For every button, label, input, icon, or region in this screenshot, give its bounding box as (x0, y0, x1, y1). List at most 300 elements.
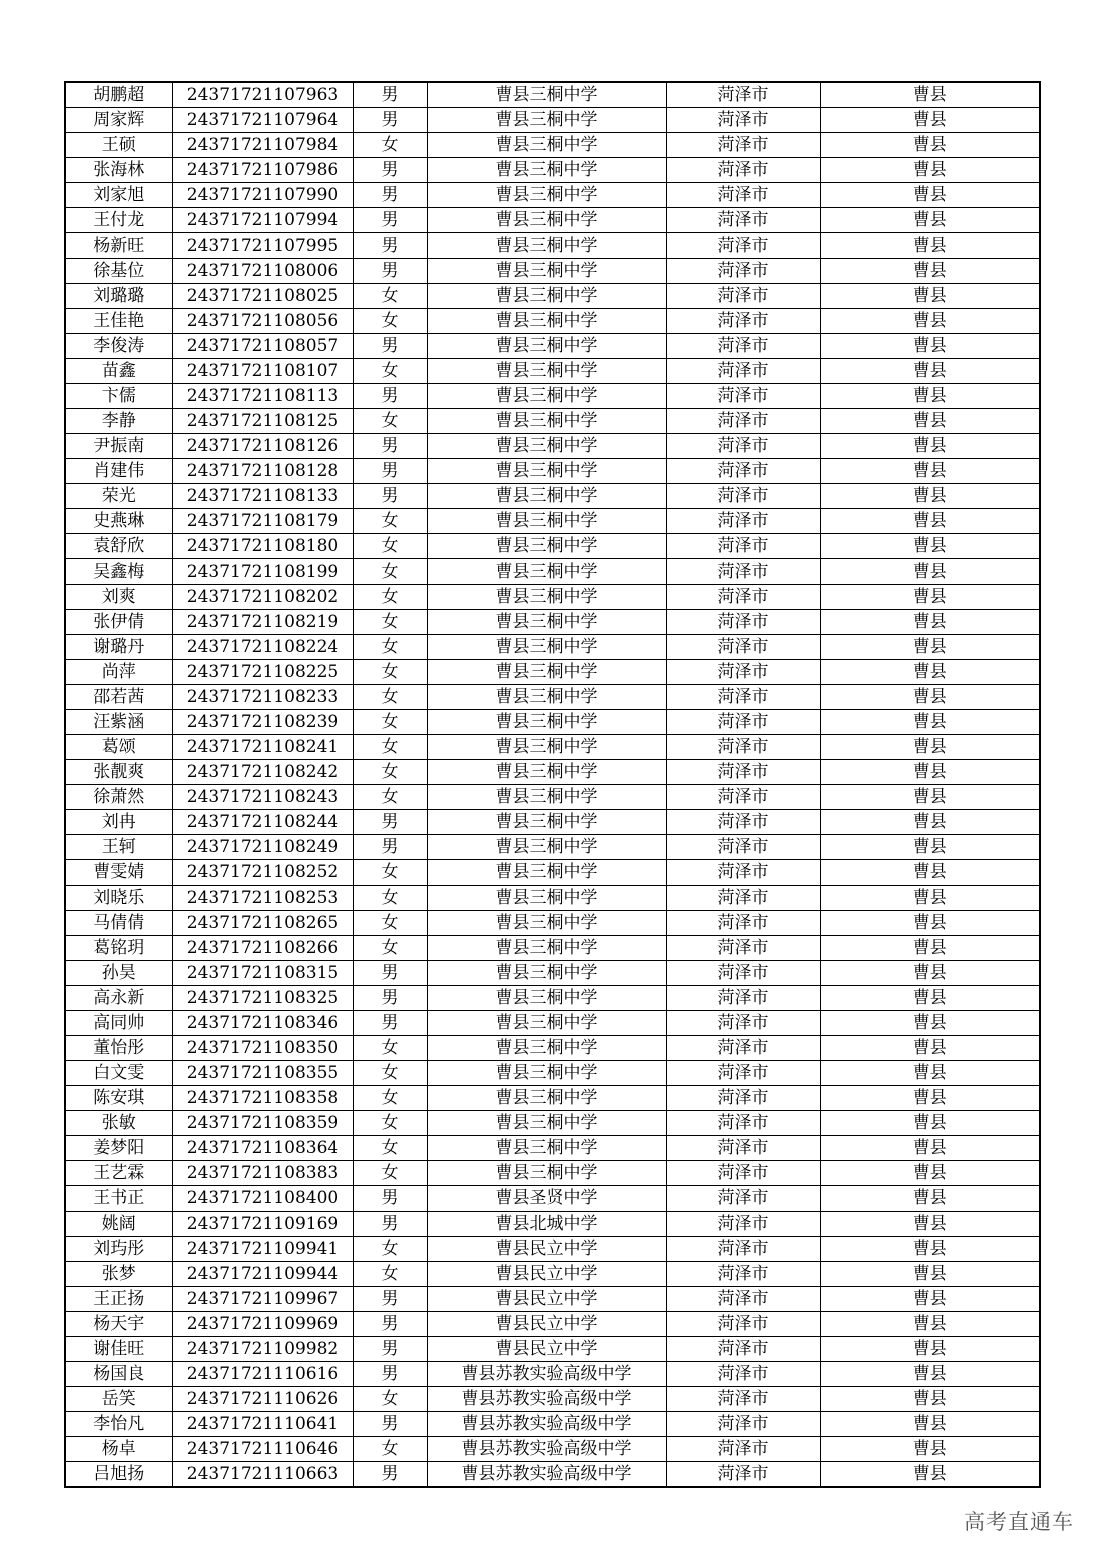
school-cell: 曹县三桐中学 (427, 534, 666, 559)
county-cell: 曹县 (820, 860, 1040, 885)
school-cell: 曹县三桐中学 (427, 760, 666, 785)
student-name-cell: 尚萍 (65, 659, 172, 684)
gender-cell: 女 (353, 1236, 427, 1261)
gender-cell: 女 (353, 684, 427, 709)
school-cell: 曹县三桐中学 (427, 1061, 666, 1086)
table-row (65, 760, 1040, 785)
county-cell: 曹县 (820, 308, 1040, 333)
student-name-cell: 杨天宇 (65, 1311, 172, 1336)
student-name-cell: 葛颂 (65, 735, 172, 760)
exam-number-cell: 24371721108244 (172, 810, 353, 835)
student-name-cell: 白文雯 (65, 1061, 172, 1086)
city-cell: 菏泽市 (666, 358, 820, 383)
gender-cell: 男 (353, 1412, 427, 1437)
exam-number-cell: 24371721108056 (172, 308, 353, 333)
table-row (65, 810, 1040, 835)
table-row (65, 584, 1040, 609)
table-row (65, 1286, 1040, 1311)
table-row (65, 659, 1040, 684)
gender-cell: 男 (353, 108, 427, 133)
exam-number-cell: 24371721109982 (172, 1336, 353, 1361)
student-name-cell: 董怡彤 (65, 1035, 172, 1060)
gender-cell: 女 (353, 860, 427, 885)
exam-number-cell: 24371721108199 (172, 559, 353, 584)
student-name-cell: 曹雯婧 (65, 860, 172, 885)
county-cell: 曹县 (820, 208, 1040, 233)
county-cell: 曹县 (820, 910, 1040, 935)
student-name-cell: 李怡凡 (65, 1412, 172, 1437)
gender-cell: 女 (353, 885, 427, 910)
county-cell: 曹县 (820, 985, 1040, 1010)
county-cell: 曹县 (820, 183, 1040, 208)
table-row (65, 82, 1040, 108)
school-cell: 曹县北城中学 (427, 1211, 666, 1236)
county-cell: 曹县 (820, 684, 1040, 709)
table-row (65, 1236, 1040, 1261)
city-cell: 菏泽市 (666, 659, 820, 684)
table-row (65, 634, 1040, 659)
exam-number-cell: 24371721108225 (172, 659, 353, 684)
school-cell: 曹县三桐中学 (427, 559, 666, 584)
county-cell: 曹县 (820, 609, 1040, 634)
city-cell: 菏泽市 (666, 108, 820, 133)
school-cell: 曹县三桐中学 (427, 684, 666, 709)
table-row (65, 1186, 1040, 1211)
county-cell: 曹县 (820, 233, 1040, 258)
student-roster-table (64, 81, 1041, 1488)
city-cell: 菏泽市 (666, 735, 820, 760)
city-cell: 菏泽市 (666, 885, 820, 910)
exam-number-cell: 24371721108179 (172, 509, 353, 534)
exam-number-cell: 24371721108266 (172, 935, 353, 960)
city-cell: 菏泽市 (666, 1261, 820, 1286)
table-row (65, 1010, 1040, 1035)
city-cell: 菏泽市 (666, 785, 820, 810)
exam-number-cell: 24371721108224 (172, 634, 353, 659)
city-cell: 菏泽市 (666, 835, 820, 860)
gender-cell: 男 (353, 1211, 427, 1236)
county-cell: 曹县 (820, 1035, 1040, 1060)
school-cell: 曹县三桐中学 (427, 960, 666, 985)
school-cell: 曹县三桐中学 (427, 133, 666, 158)
city-cell: 菏泽市 (666, 534, 820, 559)
gender-cell: 男 (353, 810, 427, 835)
table-row (65, 1412, 1040, 1437)
exam-number-cell: 24371721108125 (172, 409, 353, 434)
county-cell: 曹县 (820, 1336, 1040, 1361)
county-cell: 曹县 (820, 1211, 1040, 1236)
exam-number-cell: 24371721110663 (172, 1462, 353, 1488)
city-cell: 菏泽市 (666, 1361, 820, 1386)
city-cell: 菏泽市 (666, 1236, 820, 1261)
gender-cell: 男 (353, 233, 427, 258)
gender-cell: 女 (353, 133, 427, 158)
exam-number-cell: 24371721108346 (172, 1010, 353, 1035)
table-row (65, 609, 1040, 634)
county-cell: 曹县 (820, 108, 1040, 133)
city-cell: 菏泽市 (666, 810, 820, 835)
table-row (65, 158, 1040, 183)
student-name-cell: 刘爽 (65, 584, 172, 609)
student-name-cell: 李俊涛 (65, 333, 172, 358)
exam-number-cell: 24371721108133 (172, 484, 353, 509)
city-cell: 菏泽市 (666, 82, 820, 108)
table-row (65, 1462, 1040, 1488)
table-row (65, 1111, 1040, 1136)
gender-cell: 女 (353, 634, 427, 659)
table-row (65, 1361, 1040, 1386)
school-cell: 曹县三桐中学 (427, 735, 666, 760)
student-name-cell: 吴鑫梅 (65, 559, 172, 584)
city-cell: 菏泽市 (666, 684, 820, 709)
table-row (65, 684, 1040, 709)
exam-number-cell: 24371721108252 (172, 860, 353, 885)
exam-number-cell: 24371721110626 (172, 1387, 353, 1412)
table-row (65, 1211, 1040, 1236)
city-cell: 菏泽市 (666, 960, 820, 985)
gender-cell: 女 (353, 1035, 427, 1060)
city-cell: 菏泽市 (666, 484, 820, 509)
student-name-cell: 张梦 (65, 1261, 172, 1286)
student-name-cell: 王书正 (65, 1186, 172, 1211)
table-row (65, 133, 1040, 158)
gender-cell: 女 (353, 1437, 427, 1462)
roster-body (65, 82, 1040, 1487)
city-cell: 菏泽市 (666, 634, 820, 659)
county-cell: 曹县 (820, 1086, 1040, 1111)
gender-cell: 女 (353, 584, 427, 609)
city-cell: 菏泽市 (666, 383, 820, 408)
school-cell: 曹县民立中学 (427, 1236, 666, 1261)
student-name-cell: 尹振南 (65, 434, 172, 459)
county-cell: 曹县 (820, 484, 1040, 509)
school-cell: 曹县苏教实验高级中学 (427, 1361, 666, 1386)
county-cell: 曹县 (820, 760, 1040, 785)
county-cell: 曹县 (820, 358, 1040, 383)
student-name-cell: 王艺霖 (65, 1161, 172, 1186)
school-cell: 曹县苏教实验高级中学 (427, 1412, 666, 1437)
county-cell: 曹县 (820, 434, 1040, 459)
student-name-cell: 马倩倩 (65, 910, 172, 935)
gender-cell: 女 (353, 910, 427, 935)
county-cell: 曹县 (820, 584, 1040, 609)
county-cell: 曹县 (820, 534, 1040, 559)
school-cell: 曹县三桐中学 (427, 785, 666, 810)
gender-cell: 女 (353, 1161, 427, 1186)
gender-cell: 女 (353, 409, 427, 434)
exam-number-cell: 24371721108315 (172, 960, 353, 985)
gender-cell: 男 (353, 1311, 427, 1336)
city-cell: 菏泽市 (666, 509, 820, 534)
county-cell: 曹县 (820, 1236, 1040, 1261)
county-cell: 曹县 (820, 885, 1040, 910)
student-name-cell: 苗鑫 (65, 358, 172, 383)
gender-cell: 女 (353, 1086, 427, 1111)
city-cell: 菏泽市 (666, 1462, 820, 1488)
table-row (65, 383, 1040, 408)
exam-number-cell: 24371721109169 (172, 1211, 353, 1236)
student-name-cell: 葛铭玥 (65, 935, 172, 960)
table-row (65, 1311, 1040, 1336)
gender-cell: 男 (353, 183, 427, 208)
school-cell: 曹县圣贤中学 (427, 1186, 666, 1211)
student-name-cell: 刘晓乐 (65, 885, 172, 910)
gender-cell: 男 (353, 383, 427, 408)
school-cell: 曹县三桐中学 (427, 383, 666, 408)
school-cell: 曹县三桐中学 (427, 609, 666, 634)
city-cell: 菏泽市 (666, 1336, 820, 1361)
table-row (65, 1136, 1040, 1161)
exam-number-cell: 24371721108128 (172, 459, 353, 484)
school-cell: 曹县三桐中学 (427, 183, 666, 208)
gender-cell: 女 (353, 935, 427, 960)
school-cell: 曹县三桐中学 (427, 634, 666, 659)
table-row (65, 559, 1040, 584)
exam-number-cell: 24371721107994 (172, 208, 353, 233)
city-cell: 菏泽市 (666, 258, 820, 283)
exam-number-cell: 24371721109944 (172, 1261, 353, 1286)
school-cell: 曹县三桐中学 (427, 1086, 666, 1111)
county-cell: 曹县 (820, 709, 1040, 734)
table-row (65, 1387, 1040, 1412)
table-row (65, 960, 1040, 985)
table-row (65, 484, 1040, 509)
school-cell: 曹县民立中学 (427, 1311, 666, 1336)
county-cell: 曹县 (820, 509, 1040, 534)
table-row (65, 108, 1040, 133)
exam-number-cell: 24371721110616 (172, 1361, 353, 1386)
student-name-cell: 吕旭扬 (65, 1462, 172, 1488)
exam-number-cell: 24371721109969 (172, 1311, 353, 1336)
exam-number-cell: 24371721108239 (172, 709, 353, 734)
gender-cell: 女 (353, 509, 427, 534)
table-row (65, 1061, 1040, 1086)
school-cell: 曹县三桐中学 (427, 1136, 666, 1161)
student-name-cell: 王佳艳 (65, 308, 172, 333)
gender-cell: 男 (353, 1010, 427, 1035)
student-name-cell: 张靓爽 (65, 760, 172, 785)
school-cell: 曹县苏教实验高级中学 (427, 1387, 666, 1412)
city-cell: 菏泽市 (666, 1161, 820, 1186)
watermark-text: 高考直通车 (964, 1510, 1074, 1534)
table-row (65, 785, 1040, 810)
city-cell: 菏泽市 (666, 1387, 820, 1412)
table-row (65, 434, 1040, 459)
student-name-cell: 刘家旭 (65, 183, 172, 208)
city-cell: 菏泽市 (666, 1136, 820, 1161)
city-cell: 菏泽市 (666, 1111, 820, 1136)
county-cell: 曹县 (820, 258, 1040, 283)
city-cell: 菏泽市 (666, 709, 820, 734)
county-cell: 曹县 (820, 1010, 1040, 1035)
school-cell: 曹县三桐中学 (427, 208, 666, 233)
table-row (65, 534, 1040, 559)
county-cell: 曹县 (820, 1061, 1040, 1086)
exam-number-cell: 24371721108249 (172, 835, 353, 860)
exam-number-cell: 24371721109941 (172, 1236, 353, 1261)
table-row (65, 459, 1040, 484)
school-cell: 曹县三桐中学 (427, 1010, 666, 1035)
table-row (65, 709, 1040, 734)
table-row (65, 1086, 1040, 1111)
school-cell: 曹县民立中学 (427, 1261, 666, 1286)
school-cell: 曹县三桐中学 (427, 233, 666, 258)
gender-cell: 男 (353, 459, 427, 484)
table-row (65, 208, 1040, 233)
student-name-cell: 李静 (65, 409, 172, 434)
county-cell: 曹县 (820, 935, 1040, 960)
county-cell: 曹县 (820, 1136, 1040, 1161)
student-name-cell: 高永新 (65, 985, 172, 1010)
city-cell: 菏泽市 (666, 333, 820, 358)
gender-cell: 男 (353, 158, 427, 183)
student-name-cell: 刘玙彤 (65, 1236, 172, 1261)
gender-cell: 女 (353, 1061, 427, 1086)
school-cell: 曹县三桐中学 (427, 1035, 666, 1060)
gender-cell: 男 (353, 333, 427, 358)
school-cell: 曹县三桐中学 (427, 935, 666, 960)
table-row (65, 509, 1040, 534)
city-cell: 菏泽市 (666, 233, 820, 258)
city-cell: 菏泽市 (666, 1186, 820, 1211)
student-name-cell: 谢佳旺 (65, 1336, 172, 1361)
school-cell: 曹县三桐中学 (427, 459, 666, 484)
school-cell: 曹县三桐中学 (427, 434, 666, 459)
city-cell: 菏泽市 (666, 1035, 820, 1060)
table-row (65, 233, 1040, 258)
table-row (65, 1336, 1040, 1361)
table-row (65, 885, 1040, 910)
student-name-cell: 荣光 (65, 484, 172, 509)
school-cell: 曹县三桐中学 (427, 158, 666, 183)
student-name-cell: 杨卓 (65, 1437, 172, 1462)
city-cell: 菏泽市 (666, 158, 820, 183)
exam-number-cell: 24371721108358 (172, 1086, 353, 1111)
city-cell: 菏泽市 (666, 559, 820, 584)
student-name-cell: 王付龙 (65, 208, 172, 233)
exam-number-cell: 24371721109967 (172, 1286, 353, 1311)
table-row (65, 308, 1040, 333)
exam-number-cell: 24371721108400 (172, 1186, 353, 1211)
student-name-cell: 高同帅 (65, 1010, 172, 1035)
gender-cell: 女 (353, 308, 427, 333)
gender-cell: 女 (353, 534, 427, 559)
table-row (65, 1261, 1040, 1286)
county-cell: 曹县 (820, 158, 1040, 183)
student-name-cell: 杨新旺 (65, 233, 172, 258)
exam-number-cell: 24371721108241 (172, 735, 353, 760)
table-row (65, 860, 1040, 885)
gender-cell: 女 (353, 760, 427, 785)
county-cell: 曹县 (820, 1311, 1040, 1336)
student-name-cell: 杨国良 (65, 1361, 172, 1386)
exam-number-cell: 24371721108265 (172, 910, 353, 935)
student-name-cell: 孙昊 (65, 960, 172, 985)
county-cell: 曹县 (820, 1462, 1040, 1488)
school-cell: 曹县三桐中学 (427, 283, 666, 308)
gender-cell: 男 (353, 208, 427, 233)
county-cell: 曹县 (820, 785, 1040, 810)
gender-cell: 男 (353, 1186, 427, 1211)
student-name-cell: 姜梦阳 (65, 1136, 172, 1161)
school-cell: 曹县三桐中学 (427, 82, 666, 108)
table-row (65, 283, 1040, 308)
city-cell: 菏泽市 (666, 1286, 820, 1311)
table-row (65, 1035, 1040, 1060)
county-cell: 曹县 (820, 1412, 1040, 1437)
school-cell: 曹县三桐中学 (427, 1111, 666, 1136)
exam-number-cell: 24371721108025 (172, 283, 353, 308)
exam-number-cell: 24371721108364 (172, 1136, 353, 1161)
school-cell: 曹县三桐中学 (427, 484, 666, 509)
gender-cell: 女 (353, 559, 427, 584)
exam-number-cell: 24371721108233 (172, 684, 353, 709)
exam-number-cell: 24371721108219 (172, 609, 353, 634)
table-row (65, 910, 1040, 935)
county-cell: 曹县 (820, 133, 1040, 158)
county-cell: 曹县 (820, 82, 1040, 108)
student-name-cell: 周家辉 (65, 108, 172, 133)
school-cell: 曹县三桐中学 (427, 1161, 666, 1186)
exam-number-cell: 24371721108325 (172, 985, 353, 1010)
county-cell: 曹县 (820, 409, 1040, 434)
student-name-cell: 姚阔 (65, 1211, 172, 1236)
student-name-cell: 张伊倩 (65, 609, 172, 634)
gender-cell: 男 (353, 1336, 427, 1361)
exam-number-cell: 24371721108126 (172, 434, 353, 459)
student-name-cell: 徐萧然 (65, 785, 172, 810)
city-cell: 菏泽市 (666, 133, 820, 158)
gender-cell: 女 (353, 785, 427, 810)
school-cell: 曹县三桐中学 (427, 810, 666, 835)
student-name-cell: 袁舒欣 (65, 534, 172, 559)
exam-number-cell: 24371721108006 (172, 258, 353, 283)
student-name-cell: 王轲 (65, 835, 172, 860)
city-cell: 菏泽市 (666, 1437, 820, 1462)
city-cell: 菏泽市 (666, 283, 820, 308)
city-cell: 菏泽市 (666, 609, 820, 634)
student-name-cell: 王硕 (65, 133, 172, 158)
city-cell: 菏泽市 (666, 760, 820, 785)
student-name-cell: 刘璐璐 (65, 283, 172, 308)
school-cell: 曹县三桐中学 (427, 860, 666, 885)
school-cell: 曹县民立中学 (427, 1336, 666, 1361)
student-name-cell: 张海林 (65, 158, 172, 183)
school-cell: 曹县三桐中学 (427, 835, 666, 860)
city-cell: 菏泽市 (666, 183, 820, 208)
city-cell: 菏泽市 (666, 1211, 820, 1236)
school-cell: 曹县三桐中学 (427, 885, 666, 910)
exam-number-cell: 24371721108355 (172, 1061, 353, 1086)
county-cell: 曹县 (820, 333, 1040, 358)
student-name-cell: 王正扬 (65, 1286, 172, 1311)
county-cell: 曹县 (820, 835, 1040, 860)
exam-number-cell: 24371721110641 (172, 1412, 353, 1437)
county-cell: 曹县 (820, 810, 1040, 835)
school-cell: 曹县三桐中学 (427, 358, 666, 383)
city-cell: 菏泽市 (666, 308, 820, 333)
county-cell: 曹县 (820, 659, 1040, 684)
exam-number-cell: 24371721108057 (172, 333, 353, 358)
table-row (65, 985, 1040, 1010)
county-cell: 曹县 (820, 634, 1040, 659)
school-cell: 曹县三桐中学 (427, 709, 666, 734)
exam-number-cell: 24371721108202 (172, 584, 353, 609)
table-row (65, 735, 1040, 760)
student-name-cell: 卞儒 (65, 383, 172, 408)
table-row (65, 258, 1040, 283)
gender-cell: 女 (353, 709, 427, 734)
